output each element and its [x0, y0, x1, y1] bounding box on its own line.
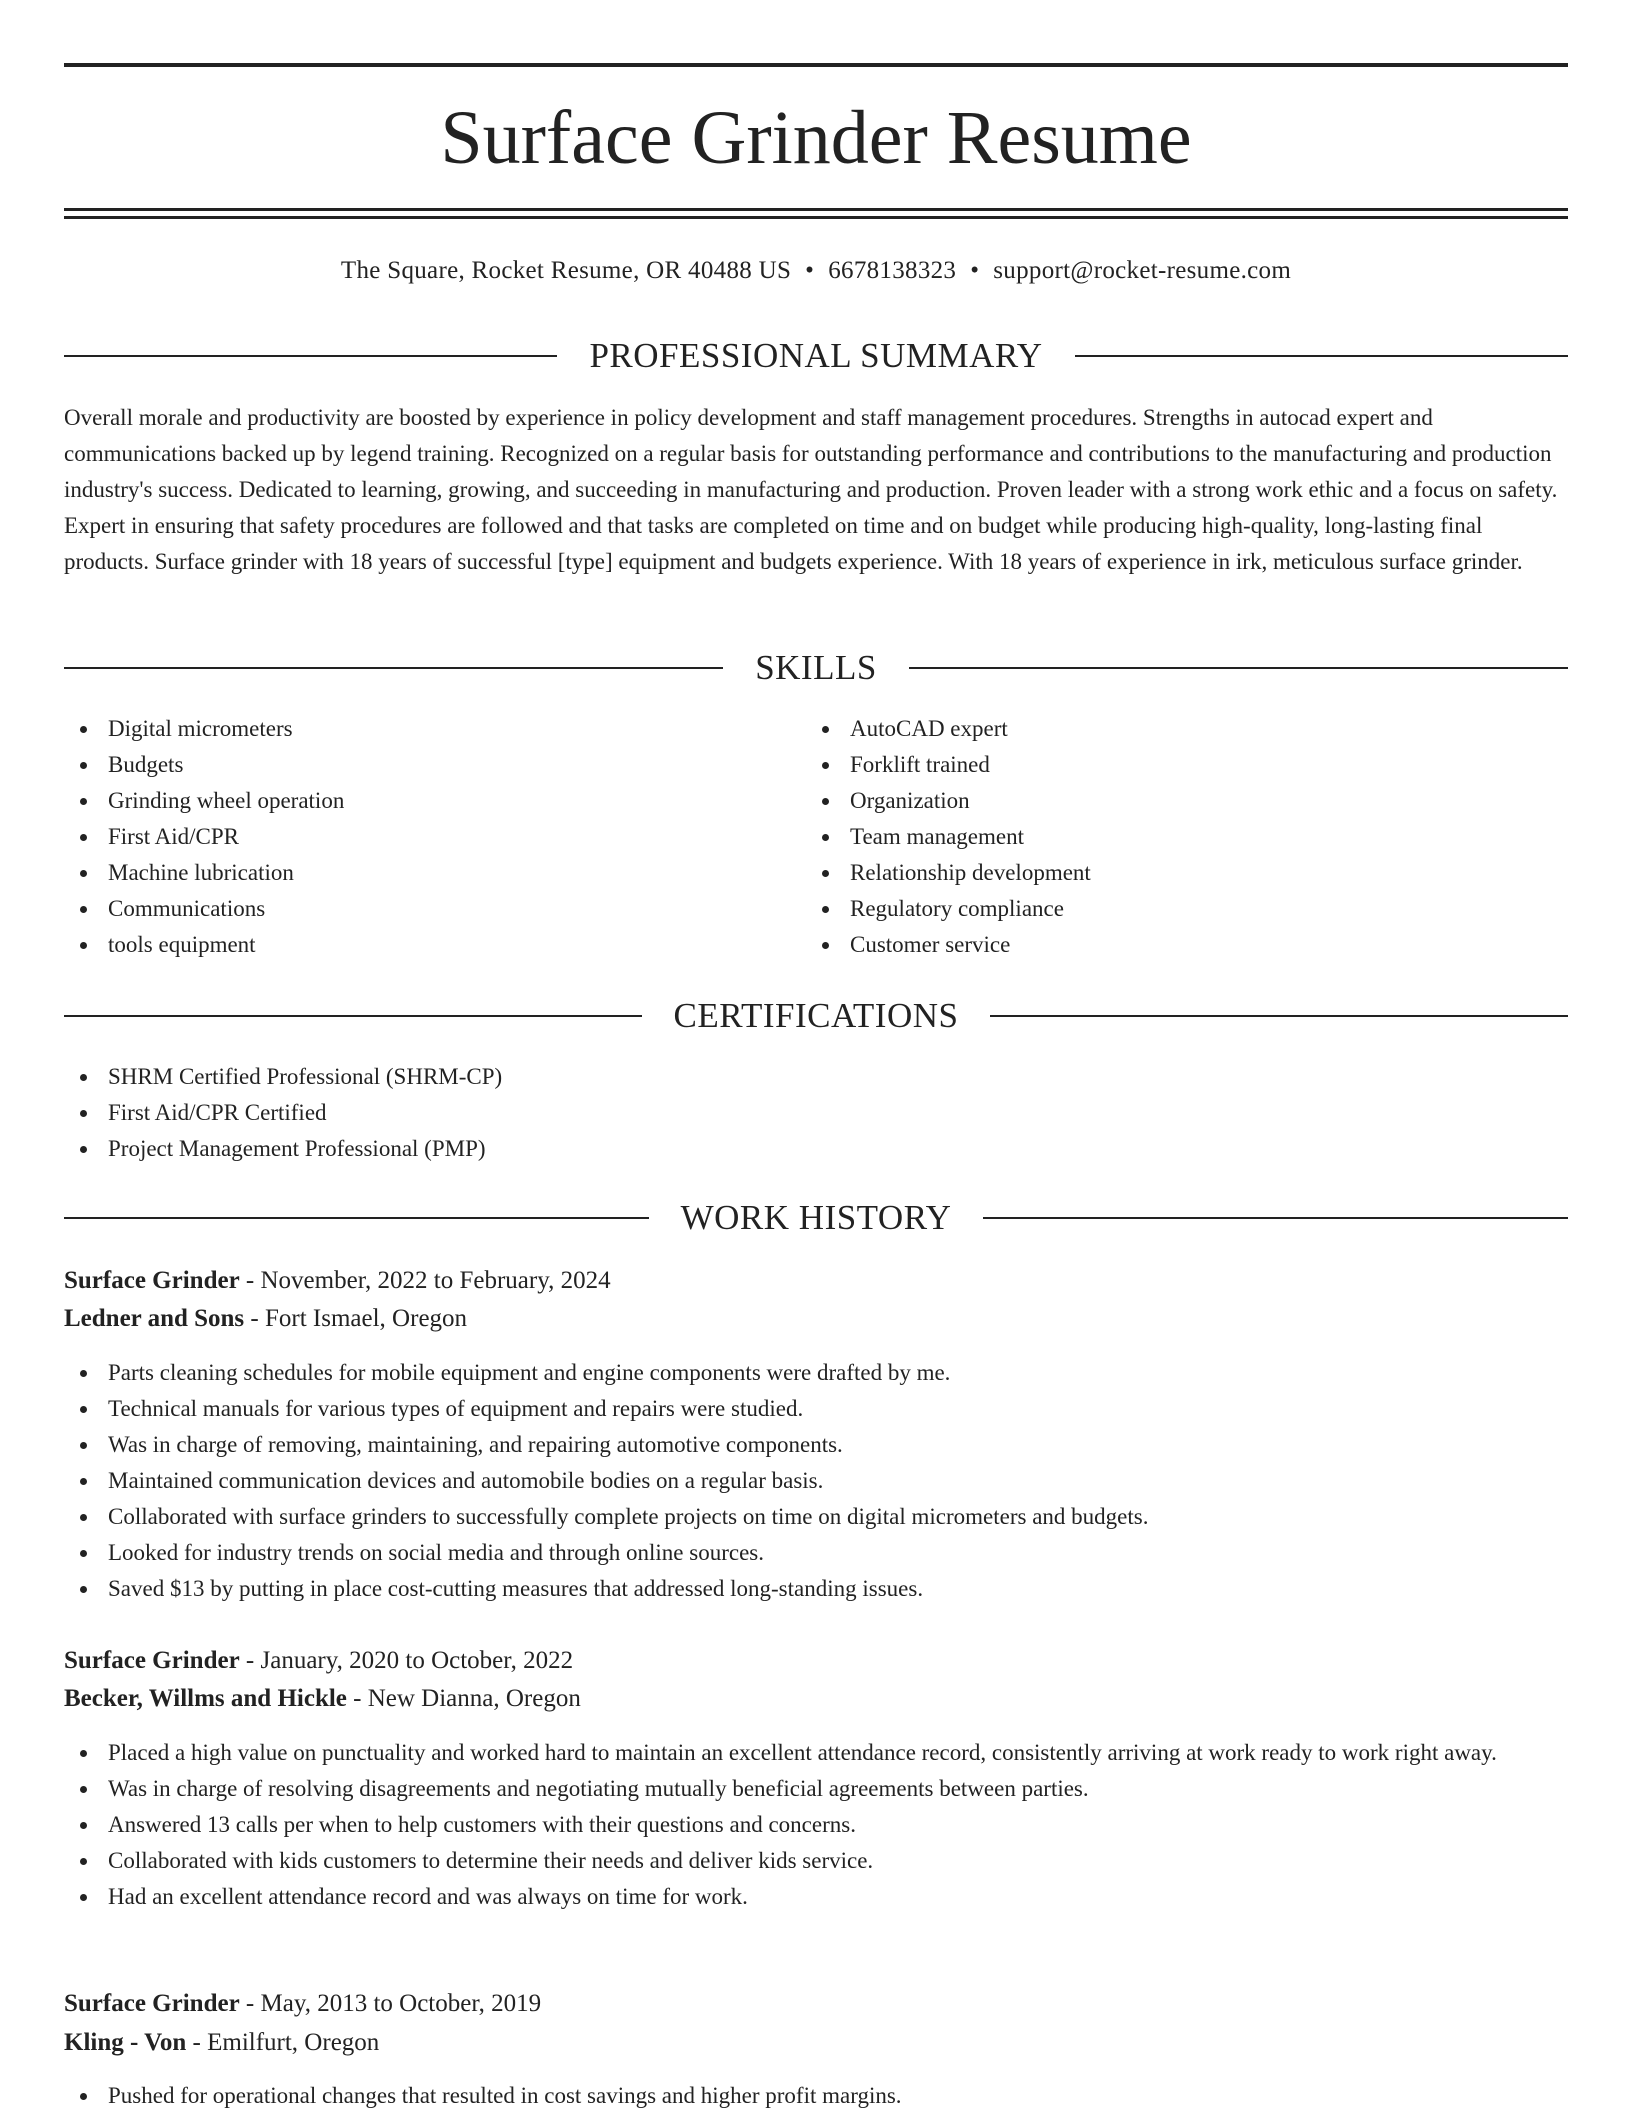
contact-line: [64, 254, 1568, 288]
job-company: Becker, Willms and Hickle: [64, 1685, 347, 1712]
skill-item: Relationship development: [806, 855, 1566, 891]
contact-phone: 6678138323: [828, 257, 957, 284]
job-dates: - November, 2022 to February, 2024: [239, 1267, 611, 1294]
heading-rule-left: [64, 1217, 649, 1219]
contact-separator: •: [970, 257, 980, 284]
job-location: - Emilfurt, Oregon: [186, 2029, 380, 2056]
skill-item: Grinding wheel operation: [64, 783, 804, 819]
skill-item: Team management: [806, 819, 1566, 855]
section-heading-summary: [64, 334, 1568, 378]
heading-rule-left: [64, 667, 723, 669]
job-bullet: Collaborated with surface grinders to successfully complete projects on time on digital micrometers and budgets.: [64, 1499, 1568, 1535]
title-double-rule-upper: [64, 208, 1568, 211]
heading-rule-left: [64, 1015, 642, 1017]
job-bullet: Maintained communication devices and automobile bodies on a regular basis.: [64, 1463, 1568, 1499]
heading-rule-right: [990, 1015, 1568, 1017]
job-bullet: Pushed for operational changes that resulted in cost savings and higher profit margins.: [64, 2078, 1568, 2114]
heading-rule-right: [909, 667, 1568, 669]
section-heading-label: CERTIFICATIONS: [673, 996, 959, 1035]
skills-list-left: [64, 711, 804, 963]
job-bullet: Technical manuals for various types of equipment and repairs were studied.: [64, 1391, 1568, 1427]
job-bullet: Saved $13 by putting in place cost-cutting measures that addressed long-standing issues.: [64, 1571, 1568, 1607]
certification-item: Project Management Professional (PMP): [64, 1131, 1568, 1167]
heading-rule-left: [64, 355, 557, 357]
skill-item: Communications: [64, 891, 804, 927]
skill-item: Budgets: [64, 747, 804, 783]
job-bullet: Placed a high value on punctuality and worked hard to maintain an excellent attendance record, consistently arriving at work ready to work right away.: [64, 1735, 1568, 1771]
skill-item: Forklift trained: [806, 747, 1566, 783]
job-company: Ledner and Sons: [64, 1305, 245, 1332]
job-dates: - May, 2013 to October, 2019: [239, 1990, 542, 2017]
title-double-rule-lower: [64, 216, 1568, 219]
heading-rule-right: [983, 1217, 1568, 1219]
skill-item: tools equipment: [64, 927, 804, 963]
certifications-list: [64, 1059, 1568, 1167]
job-bullet-list: [64, 2078, 1568, 2114]
certification-item: First Aid/CPR Certified: [64, 1095, 1568, 1131]
job-title-line: [64, 1262, 1568, 1300]
skill-item: AutoCAD expert: [806, 711, 1566, 747]
job-title: Surface Grinder: [64, 1990, 240, 2017]
job-bullet: Looked for industry trends on social media and through online sources.: [64, 1535, 1568, 1571]
job-title: Surface Grinder: [64, 1267, 240, 1294]
contact-separator: •: [805, 257, 815, 284]
summary-paragraph: Overall morale and productivity are boosted by experience in policy development and staff management procedures. Strengths in autocad expert and communications backed up by legend training. Recognized on a regular basis for outstanding performance and contributions to the manufacturing and production industry's success. Dedicated to learning, growing, and succeeding in manufacturing and production. Proven leader with a strong work ethic and a focus on safety. Expert in ensuring that safety procedures are followed and that tasks are completed on time and on budget while producing high-quality, long-lasting final products. Surface grinder with 18 years of successful [type] equipment and budgets experience. With 18 years of experience in irk, meticulous surface grinder.: [64, 405, 1558, 574]
section-heading-certifications: [64, 994, 1568, 1038]
section-heading-label: SKILLS: [755, 648, 877, 687]
skill-item: Digital micrometers: [64, 711, 804, 747]
job-company-line: [64, 2024, 1568, 2062]
skill-item: Machine lubrication: [64, 855, 804, 891]
certification-item: SHRM Certified Professional (SHRM-CP): [64, 1059, 1568, 1095]
job-bullet: Was in charge of removing, maintaining, and repairing automotive components.: [64, 1427, 1568, 1463]
heading-rule-right: [1075, 355, 1568, 357]
job-bullet-list: [64, 1355, 1568, 1607]
job-title-line: [64, 1642, 1568, 1680]
section-heading-work-history: [64, 1196, 1568, 1240]
skill-item: Organization: [806, 783, 1566, 819]
job-dates: - January, 2020 to October, 2022: [239, 1647, 574, 1674]
contact-email: support@rocket-resume.com: [993, 257, 1292, 284]
job-location: - Fort Ismael, Oregon: [244, 1305, 468, 1332]
top-rule: [64, 63, 1568, 67]
job-bullet: Collaborated with kids customers to determine their needs and deliver kids service.: [64, 1843, 1568, 1879]
job-location: - New Dianna, Oregon: [346, 1685, 581, 1712]
contact-address: The Square, Rocket Resume, OR 40488 US: [340, 257, 792, 284]
job-bullet: Answered 13 calls per when to help customers with their questions and concerns.: [64, 1807, 1568, 1843]
job-company-line: [64, 1300, 1568, 1338]
skill-item: Regulatory compliance: [806, 891, 1566, 927]
job-bullet: Parts cleaning schedules for mobile equipment and engine components were drafted by me.: [64, 1355, 1568, 1391]
job-title: Surface Grinder: [64, 1647, 240, 1674]
section-heading-label: WORK HISTORY: [680, 1198, 952, 1237]
section-heading-skills: [64, 646, 1568, 690]
skill-item: Customer service: [806, 927, 1566, 963]
resume-title: Surface Grinder Resume: [440, 96, 1192, 180]
skill-item: First Aid/CPR: [64, 819, 804, 855]
section-heading-label: PROFESSIONAL SUMMARY: [589, 336, 1043, 375]
job-company-line: [64, 1680, 1568, 1718]
job-title-line: [64, 1985, 1568, 2023]
job-bullet-list: [64, 1735, 1568, 1915]
job-bullet: Had an excellent attendance record and was always on time for work.: [64, 1879, 1568, 1915]
job-bullet: Was in charge of resolving disagreements and negotiating mutually beneficial agreements between parties.: [64, 1771, 1568, 1807]
job-company: Kling - Von: [64, 2029, 187, 2056]
skills-list-right: [806, 711, 1566, 963]
